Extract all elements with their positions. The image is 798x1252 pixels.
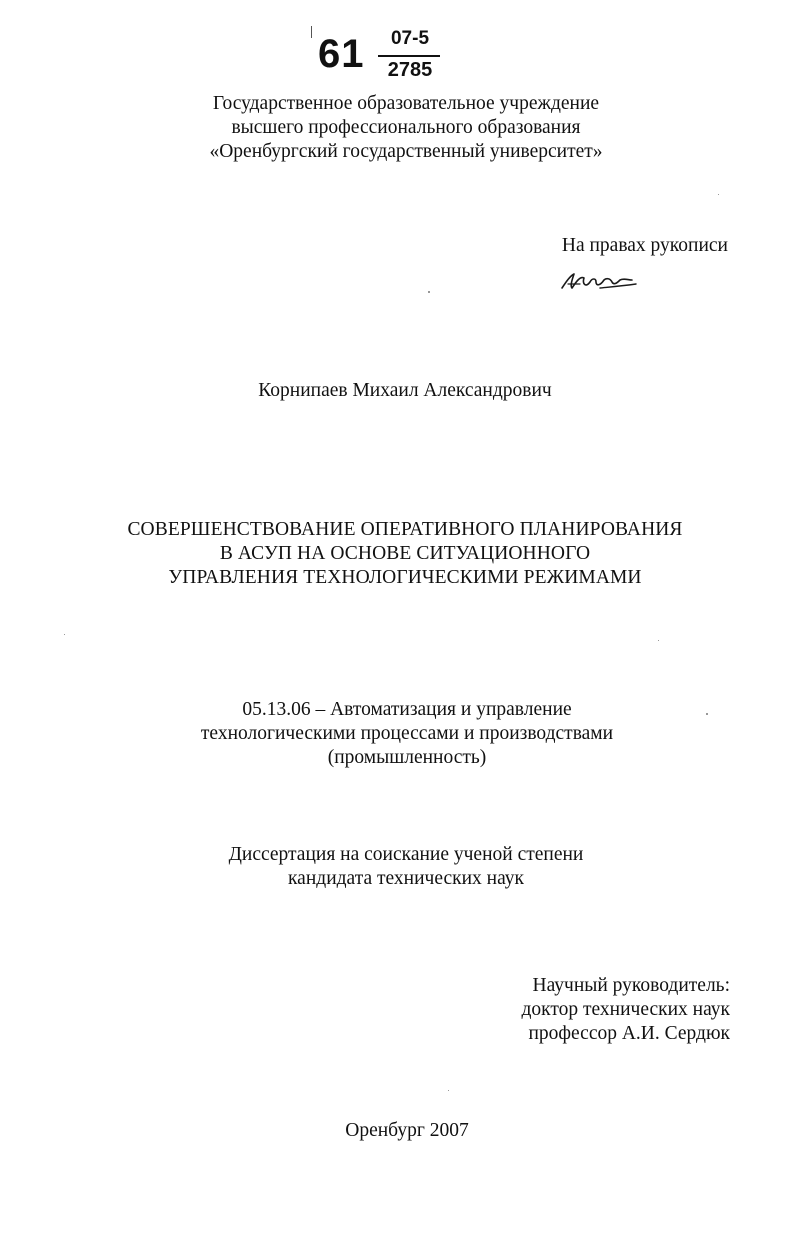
supervisor-line: профессор А.И. Сердюк: [528, 1023, 730, 1044]
degree-line: Диссертация на соискание ученой степени: [228, 844, 584, 865]
stamp-main-number: 61: [318, 32, 365, 76]
institution-block: [7, 92, 798, 164]
supervisor-line: доктор технических наук: [521, 999, 730, 1020]
institution-line: Государственное образовательное учреждение: [212, 93, 600, 114]
stamp-numerator: 07-5: [390, 28, 430, 49]
scan-speck: [428, 291, 430, 293]
specialty-line: технологическими процессами и производствами: [200, 723, 614, 744]
handwritten-signature-icon: [560, 268, 640, 294]
scan-speck: [448, 1090, 449, 1091]
scan-speck: [706, 713, 708, 715]
institution-line: высшего профессионального образования: [231, 117, 581, 138]
scan-speck: [718, 194, 719, 195]
supervisor-block: [521, 974, 730, 1046]
scan-speck: [64, 634, 65, 635]
city-year: Оренбург 2007: [345, 1120, 469, 1141]
specialty-block: [8, 698, 798, 770]
author-name: Корнипаев Михаил Александрович: [258, 380, 552, 401]
stamp-fraction-bar: [378, 55, 440, 57]
specialty-line: (промышленность): [327, 747, 487, 768]
title-line: УПРАВЛЕНИЯ ТЕХНОЛОГИЧЕСКИМИ РЕЖИМАМИ: [168, 567, 642, 588]
title-line: СОВЕРШЕНСТВОВАНИЕ ОПЕРАТИВНОГО ПЛАНИРОВАНИЯ: [127, 519, 683, 540]
degree-line: кандидата технических наук: [288, 868, 524, 889]
specialty-line: 05.13.06 – Автоматизация и управление: [242, 699, 572, 720]
manuscript-rights-label: На правах рукописи: [561, 235, 728, 256]
title-line: В АСУП НА ОСНОВЕ СИТУАЦИОННОГО: [219, 543, 591, 564]
scan-tick-mark: [311, 26, 312, 38]
institution-line: «Оренбургский государственный университет»: [209, 141, 603, 162]
stamp-denominator: 2785: [387, 59, 433, 81]
scan-speck: [658, 640, 659, 641]
supervisor-line: Научный руководитель:: [532, 975, 730, 996]
dissertation-title: [6, 518, 798, 590]
degree-block: [7, 843, 798, 891]
